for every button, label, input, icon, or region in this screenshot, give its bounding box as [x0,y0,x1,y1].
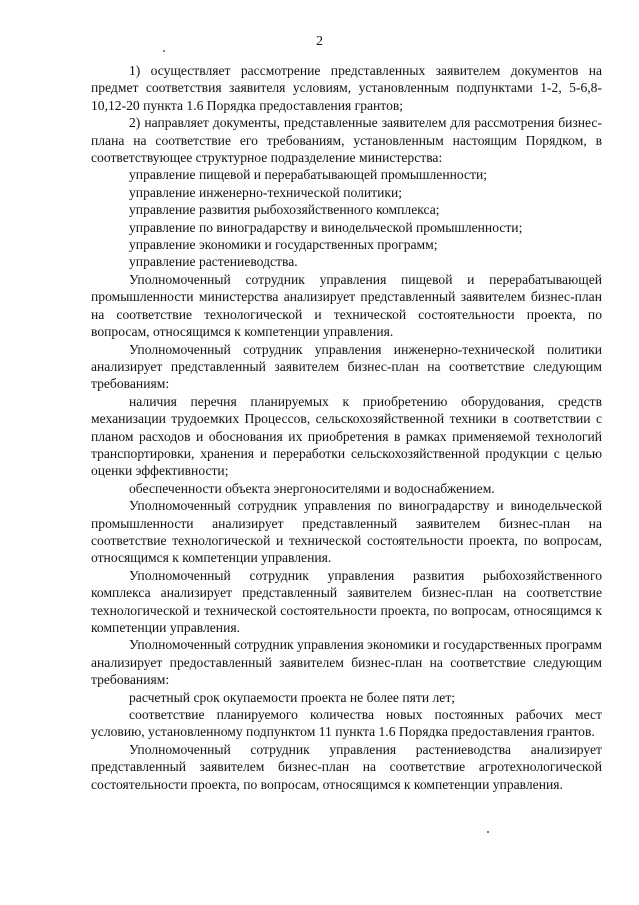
paragraph-crop-production: Уполномоченный сотрудник управления растениеводства анализирует представленный заявителем бизнес-план на соответствие агротехнологической состоятельности проекта, по вопросам, относящимся к компетенции управления. [91,741,602,792]
list-item: управление экономики и государственных программ; [129,237,438,253]
list-item: управление по виноградарству и винодельческой промышленности; [129,219,523,235]
paragraph-engineering-policy: Уполномоченный сотрудник управления инженерно-технической политики анализирует представленный заявителем бизнес-план на соответствие следующим требованиям: [91,341,602,392]
paragraph-1: 1) осуществляет рассмотрение представленных заявителем документов на предмет соответствия заявителя условиям, установленным подпунктами 1-2, 5-6,8-10,12-20 пункта 1.6 Порядка предоставления грантов; [91,63,602,113]
list-item: управление инженерно-технической политики; [129,184,403,200]
paragraph-food-industry: Уполномоченный сотрудник управления пищевой и перерабатывающей промышленности министерства анализирует представленный заявителем бизнес-план на соответствие технологической и технической состоятельности проекта, по вопросам, относящимся к компетенции управления. [91,271,602,340]
scan-speck [163,50,165,52]
list-item: управление растениеводства. [129,254,298,270]
paragraph-fishery: Уполномоченный сотрудник управления развития рыбохозяйственного комплекса анализирует представленный заявителем бизнес-план на соответствие технологической и технической состоятельности проекта, по вопросам, относящимся к компетенции управления. [91,567,602,635]
list-item: управление пищевой и перерабатывающей промышленности; [129,167,488,183]
scan-speck [487,831,489,833]
paragraph-payback: расчетный срок окупаемости проекта не более пяти лет; [129,689,456,705]
paragraph-viticulture: Уполномоченный сотрудник управления по виноградарству и винодельческой промышленности анализирует представленный заявителем бизнес-план на соответствие технологической и технической состоятельности проекта, по вопросам, относящимся к компетенции управления. [91,498,602,566]
paragraph-2: 2) направляет документы, представленные заявителем для рассмотрения бизнес-плана на соответствие его требованиям, установленным настоящим Порядком, в соответствующее структурное подразделение министерства: [91,115,602,166]
paragraph-energy-supply: обеспеченности объекта энергоносителями и водоснабжением. [129,480,495,496]
paragraph-equipment-list: наличия перечня планируемых к приобретению оборудования, средств механизации трудоемких Процессов, сельскохозяйственной техники в соответствии с планом расходов и обоснования их приобретения в рамках применяемой технологий транспортировки, хранения и переработки сельскохозяйственной продукции с целью оценки эффективности; [91,393,602,479]
document-body [91,62,602,793]
paragraph-jobs: соответствие планируемого количества новых постоянных рабочих мест условию, установленному подпунктом 11 пункта 1.6 Порядка предоставления грантов. [91,707,602,740]
list-item: управление развития рыбохозяйственного комплекса; [129,202,440,218]
page-number: 2 [316,34,323,49]
paragraph-economics: Уполномоченный сотрудник управления экономики и государственных программ анализирует предоставленный заявителем бизнес-план на соответствие следующим требованиям: [91,637,602,688]
